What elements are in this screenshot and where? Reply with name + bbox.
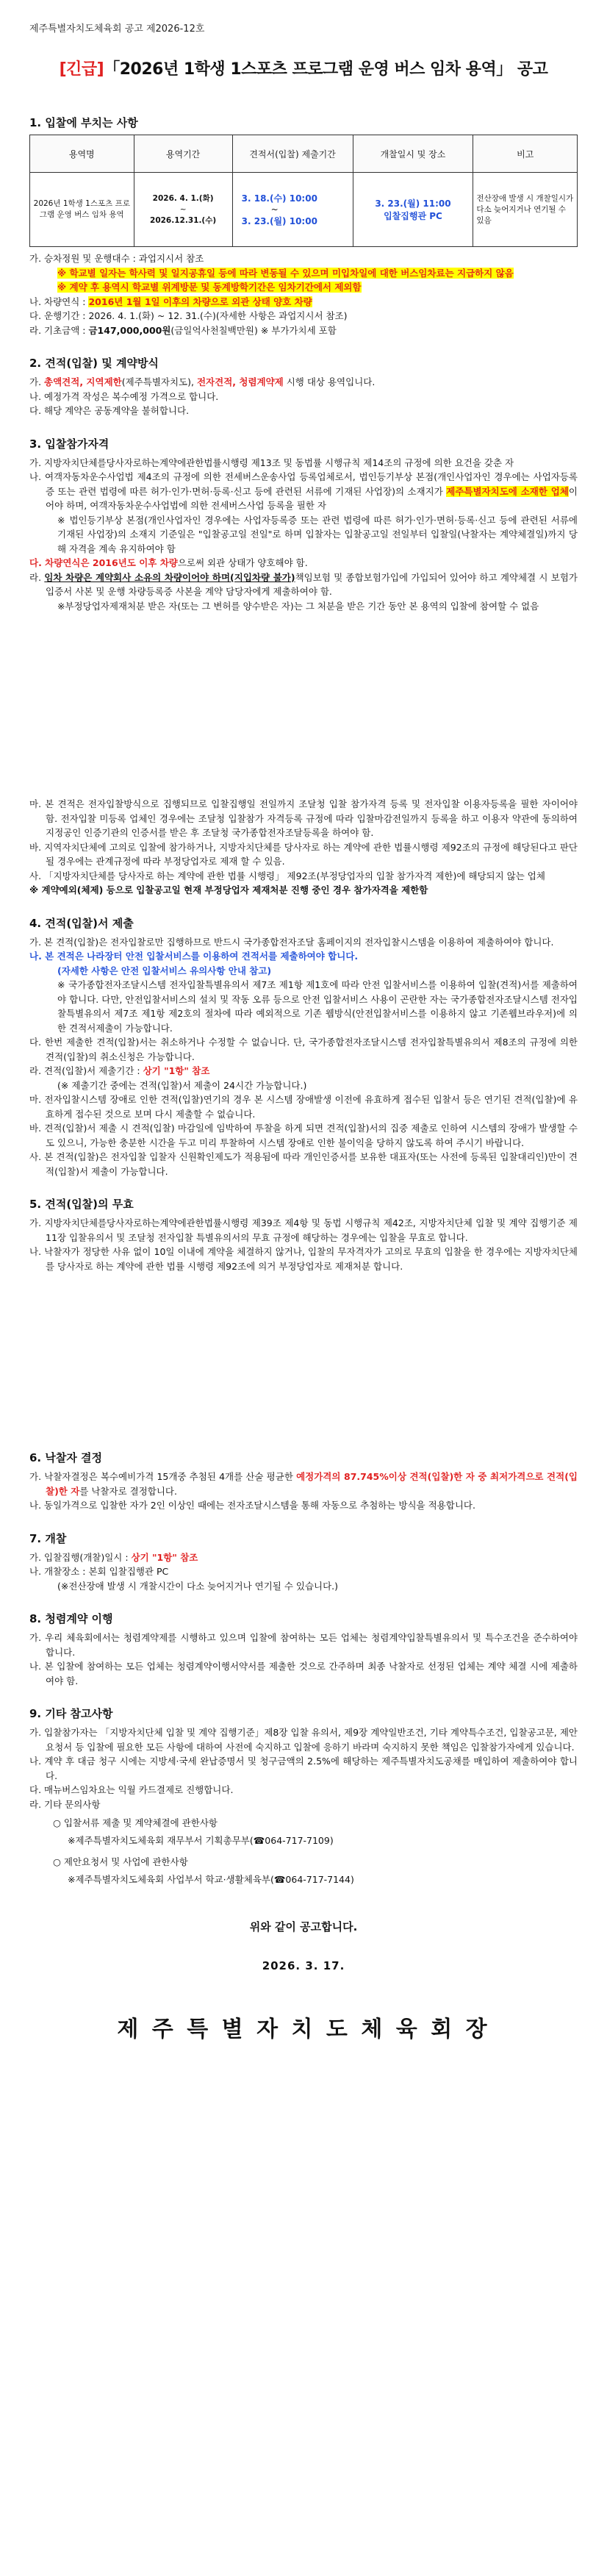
cell-open: [353, 173, 473, 247]
s4-ga: 가. 본 견적(입찰)은 전자입찰로만 집행하므로 반드시 국가종합전자조달 홈페이지의 전자입찰시스템을 이용하여 제출하여야 합니다.: [29, 936, 554, 948]
section-3-heading: 3. 입찰참가자격: [29, 437, 109, 451]
s1-na: 나. 차량연식 : 2016년 1월 1일 이후의 차량으로 외관 상태 양호 차량: [29, 296, 312, 307]
section-3: [29, 436, 578, 614]
section-2: [29, 355, 578, 418]
cell-service-name: 2026년 1학생 1스포츠 프로그램 운영 버스 임차 용역: [30, 173, 134, 247]
s6-na: 나. 동일가격으로 입찰한 자가 2인 이상인 때에는 전자조달시스템을 통해 자동으로 추첨하는 방식을 적용합니다.: [29, 1500, 475, 1511]
notice-number: 제주특별자치도체육회 공고 제2026-12호: [29, 24, 205, 35]
s4-ma: 마. 전자입찰시스템 장애로 인한 견적(입찰)연기의 경우 본 시스템 장애발생 이전에 유효하게 접수된 입찰서 등은 연기된 견적(입찰)에 유효하게 접수된 것으로 보며 다시 제출할 수 없습니다.: [29, 1094, 578, 1120]
s9-na: 나. 계약 후 대금 청구 시에는 지방세·국세 완납증명서 및 청구금액의 2.5%에 해당하는 제주특별자치도공채를 매입하여 제출하여야 합니다.: [29, 1756, 578, 1781]
s3-note-bold: ※ 계약예외(체제) 등으로 입찰공고일 현재 부정당업자 제재처분 진행 중인 경우 참가자격을 제한함: [29, 884, 428, 895]
page-gap: [29, 613, 578, 797]
s9-ra: 라. 기타 문의사항: [29, 1798, 101, 1810]
s2-ga: 가. 총액견적, 지역제한(제주특별자치도), 전자견적, 청렴계약제 시행 대상 용역입니다.: [29, 376, 376, 387]
s3-ma: 마. 본 견적은 전자입찰방식으로 집행되므로 입찰집행일 전일까지 조달청 입찰 참가자격 등록 및 전자입찰 이용자등록을 필한 자이어야 함. 전자입찰 미등록 업체인 경우에는 조달청 입찰참가 자격등록 규정에 따라 입찰마감전일까지 등록을 하고 이용자 약관에 동의하여 지정공인 인증기관의 인증서를 받은 후 조달청 국가종합전자조달등록을 하여야 함.: [29, 798, 578, 838]
submit-tilde: ~: [270, 204, 279, 215]
section-3-cont: [29, 797, 578, 898]
open-place: 입찰집행관 PC: [384, 211, 442, 221]
section-8-heading: 8. 청렴계약 이행: [29, 1612, 113, 1625]
open-time: 3. 23.(월) 11:00: [375, 198, 451, 209]
section-4-heading: 4. 견적(입찰)서 제출: [29, 916, 134, 930]
s9-da: 다. 매뉴버스임차요는 익월 카드결제로 진행합니다.: [29, 1784, 234, 1795]
s3-ga: 가. 지방자치단체를당사자로하는계약에관한법률시행령 제13조 및 동법률 시행규칙 제14조의 규정에 의한 요건을 갖춘 자: [29, 457, 514, 468]
table-row: [30, 173, 578, 247]
section-4: [29, 915, 578, 1179]
period-from: 2026. 4. 1.(화): [152, 193, 214, 203]
bid-info-table: [29, 135, 578, 247]
section-7-heading: 7. 개찰: [29, 1531, 67, 1545]
s4-ra-note: (※ 제출기간 중에는 견적(입찰)서 제출이 24시간 가능합니다.): [57, 1079, 307, 1091]
s4-ba: 바. 견적(입찰)서 제출 시 견적(입찰) 마감일에 임박하여 투찰을 하게 되면 견적(입찰)서의 집중 제출로 인하여 시스템의 장애가 발생할 수도 있으니, 가능한 충분한 시간을 두고 미리 투찰하여 시스템 장애로 인한 불이익을 당하지 않도록 하여 주시기 바랍니다.: [29, 1123, 578, 1148]
submit-to: 3. 23.(월) 10:00: [241, 216, 317, 226]
s4-ra: 라. 견적(입찰)서 제출기간 : 상기 "1항" 참조: [29, 1065, 210, 1076]
s4-sa: 사. 본 견적(입찰)은 전자입찰 입찰자 신원확인제도가 적용됨에 따라 개인인증서를 보유한 대표자(또는 사전에 등록된 입찰대리인)만이 견적(입찰)서 제출이 가능합니다.: [29, 1151, 578, 1177]
s8-ga: 가. 우리 체육회에서는 청렴계약제를 시행하고 있으며 입찰에 참여하는 모든 업체는 청렴계약입찰특별유의서 및 특수조건을 준수하여야 합니다.: [29, 1632, 578, 1658]
s1-da: 다. 운행기간 : 2026. 4. 1.(화) ~ 12. 31.(수)(자세한 사항은 과업지시서 참조): [29, 310, 348, 321]
s3-na: 나. 여객자동차운수사업법 제4조의 규정에 의한 전세버스운송사업 등록업체로서, 법인등기부상 본점(개인사업자인 경우에는 사업자등록증 또는 관련 법령에 따른 허가·인가·면허·등록·신고 등에 관련된 서류에 기재된 사업장)의 소재지가 제주특별자치도에 소재한 업체이어야 하며, 여객자동차운수사업법에 의한 전세버스사업 등록을 필한 자: [29, 471, 578, 511]
period-tilde: ~: [179, 204, 187, 214]
section-1-heading: 1. 입찰에 부치는 사항: [29, 116, 138, 129]
s7-note: (※전산장애 발생 시 개찰시간이 다소 늦어지거나 연기될 수 있습니다.): [57, 1580, 339, 1592]
cell-note: 전산장애 발생 시 개찰일시가 다소 늦어지거나 연기될 수 있음: [473, 173, 578, 247]
signature: 제 주 특 별 자 치 도 체 육 회 장: [117, 2017, 490, 2042]
period-to: 2026.12.31.(수): [150, 215, 217, 225]
s4-da: 다. 한번 제출한 견적(입찰)서는 취소하거나 수정할 수 없습니다. 단, 국가종합전자조달시스템 전자입찰특별유의서 제8조의 규정에 의한 견적(입찰)의 취소신청은 가능합니다.: [29, 1037, 578, 1062]
notice-date: 2026. 3. 17.: [262, 1959, 345, 1972]
section-6-heading: 6. 낙찰자 결정: [29, 1451, 103, 1464]
s5-ga: 가. 지방자치단체를당사자로하는계약에관한법률시행령 제39조 제4항 및 동법 시행규칙 제42조, 지방자치단체 입찰 및 계약 집행기준 제11장 입찰유의서 및 조달청 전자입찰 특별유의서의 무효 규정에 해당하는 경우에는 입찰을 무효로 합니다.: [29, 1217, 578, 1243]
s1-warn1: ※ 학교별 일자는 학사력 및 일지공휴일 등에 따라 변동될 수 있으며 미입차일에 대한 버스임차료는 지급하지 않음: [57, 267, 514, 279]
s3-ra: 라. 임차 차량은 계약회사 소유의 차량이어야 하며(지입차량 불가)책임보험 및 종합보험가입에 가입되어 있어야 하고 계약체결 시 보험가입증서 사본 및 운행 차량등록증 사본을 계약 담당자에게 제출하여야 함.: [29, 571, 578, 597]
section-7: [29, 1531, 578, 1594]
s5-na: 나. 낙찰자가 정당한 사유 없이 10일 이내에 계약을 체결하지 않거나, 입찰의 무자격자가 고의로 무효의 입찰을 한 경우에는 지방자치단체를 당사자로 하는 계약에 관한 법률 시행령 제92조에 의거 부정당업자로 제재처분 합니다.: [29, 1246, 578, 1272]
s3-na-note: ※ 법인등기부상 본점(개인사업자인 경우에는 사업자등록증 또는 관련 법령에 따른 허가·인가·면허·등록·신고 등에 관련된 서류에 기재된 사업장)의 소재지 기준일은 "입찰공고일 전일"로 하며 입찰자는 입찰공고일 전일부터 입찰일(낙찰자는 계약체결일)까지 당해 자격을 계속 유지하여야 함: [57, 514, 578, 554]
section-2-heading: 2. 견적(입찰) 및 계약방식: [29, 357, 159, 370]
s9-contact-2: ○ 제안요청서 및 사업에 관한사항: [53, 1856, 188, 1867]
urgent-tag: [긴급]: [59, 60, 104, 79]
section-6: [29, 1450, 578, 1513]
cell-submit-period: [232, 173, 353, 247]
s3-sa: 사. 「지방자치단체를 당사자로 하는 계약에 관한 법률 시행령」 제92조(부정당업자의 입찰 참가자격 제한)에 해당되지 않는 업체: [29, 870, 545, 881]
s3-ba: 바. 지역자치단체에 고의로 입찰에 참가하거나, 지방자치단체를 당사자로 하는 계약에 관한 법률시행령 제92조의 규정에 해당된다고 판단될 경우에는 관계규정에 따라 부정당업자로 제재 할 수 있음.: [29, 841, 578, 867]
section-9: [29, 1706, 578, 1886]
section-9-heading: 9. 기타 참고사항: [29, 1707, 113, 1720]
s9-contact-1: ○ 입찰서류 제출 및 계약체결에 관한사항: [53, 1817, 218, 1828]
section-1: [29, 115, 578, 337]
s4-na-sub: (자세한 사항은 안전 입찰서비스 유의사항 안내 참고): [57, 965, 272, 976]
submit-from: 3. 18.(수) 10:00: [241, 193, 317, 204]
s7-ga: 가. 입찰집행(개찰)일시 : 상기 "1항" 참조: [29, 1551, 198, 1563]
notice-title: [29, 57, 578, 79]
section-5: [29, 1196, 578, 1273]
section-5-heading: 5. 견적(입찰)의 무효: [29, 1198, 134, 1211]
s9-ga: 가. 입찰참가자는 「지방자치단체 입찰 및 계약 집행기준」제8장 입찰 유의서, 제9장 계약일반조건, 기타 계약특수조건, 입찰공고문, 제안요청서 등 입찰에 필요한 모든 사항에 대하여 사전에 숙지하고 입찰에 응하기 바라며 숙지하지 못한 책임은 입찰참가자에게 있습니다.: [29, 1727, 578, 1753]
s1-ra: 라. 기초금액 : 금147,000,000원(금일억사천칠백만원) ※ 부가가치세 포함: [29, 324, 337, 336]
s3-da: 다. 차량연식은 2016년도 이후 차량으로써 외관 상태가 양호해야 함.: [29, 557, 308, 568]
s7-na: 나. 개찰장소 : 본회 입찰집행관 PC: [29, 1566, 169, 1577]
closing-text: 위와 같이 공고합니다.: [249, 1920, 358, 1933]
table-header-period: 용역기간: [134, 135, 232, 173]
table-header-name: 용역명: [30, 135, 134, 173]
title-main: 「2026년 1학생 1스포츠 프로그램 운영 버스 임차 용역」 공고: [104, 60, 548, 79]
s2-na: 나. 예정가격 작성은 복수예정 가격으로 합니다.: [29, 390, 219, 402]
s8-na: 나. 본 입찰에 참여하는 모든 업체는 청렴계약이행서약서를 제출한 것으로 간주하며 최종 낙찰자로 선정된 업체는 계약 체결 시에 제출하여야 함.: [29, 1661, 578, 1686]
s2-da: 다. 해당 계약은 공동계약을 불허합니다.: [29, 405, 190, 416]
section-8: [29, 1611, 578, 1688]
s9-contact-2-note: ※제주특별자치도체육회 사업부서 학교·생활체육부(☎064-717-7144): [68, 1873, 354, 1885]
s4-na: 나. 본 견적은 나라장터 안전 입찰서비스를 이용하여 견적서를 제출하여야 합니다.: [29, 951, 359, 962]
s4-na-note: ※ 국가종합전자조달시스템 전자입찰특별유의서 제7조 제1항 제1호에 따라 안전 입찰서비스를 이용하여 입찰(견적)서를 제출하여야 합니다. 다만, 안전입찰서비스의 설치 및 작동 오류 등으로 안전 입찰서비스 사용이 곤란한 자는 국가종합전자조달시스템 전자입찰특별유의서 제7조 제1항 제2호의 절차에 따라 예외적으로 기존 웹방식(안전입찰서비스를 이용하지 않고 기존웹브라우저)에 의한 견적서제출이 가능합니다.: [57, 979, 578, 1034]
closing-block: [29, 1919, 578, 2043]
s3-ra-note: ※부정당업자제재처분 받은 자(또는 그 변허를 양수받은 자)는 그 처분을 받은 기간 동안 본 용역의 입찰에 참여할 수 없음: [57, 600, 539, 612]
s6-ga: 가. 낙찰자결정은 복수예비가격 15개중 추첨된 4개를 산술 평균한 예정가격의 87.745%이상 견적(입찰)한 자 중 최저가격으로 견적(입찰)한 자를 낙찰자로 결정합니다.: [29, 1471, 578, 1497]
table-header-submit: 견적서(입찰) 제출기간: [232, 135, 353, 173]
page-gap: [29, 1273, 578, 1450]
table-header-open: 개찰일시 및 장소: [353, 135, 473, 173]
s1-warn2: ※ 계약 후 용역시 학교별 위계방문 및 동계방학기간은 임차기간에서 제외함: [57, 282, 362, 293]
s9-contact-1-note: ※제주특별자치도체육회 재무부서 기획총무부(☎064-717-7109): [68, 1834, 334, 1846]
s1-ga: 가. 승차정원 및 운행대수 : 과업지시서 참조: [29, 253, 204, 264]
table-header-note: 비고: [473, 135, 578, 173]
cell-period: [134, 173, 232, 247]
